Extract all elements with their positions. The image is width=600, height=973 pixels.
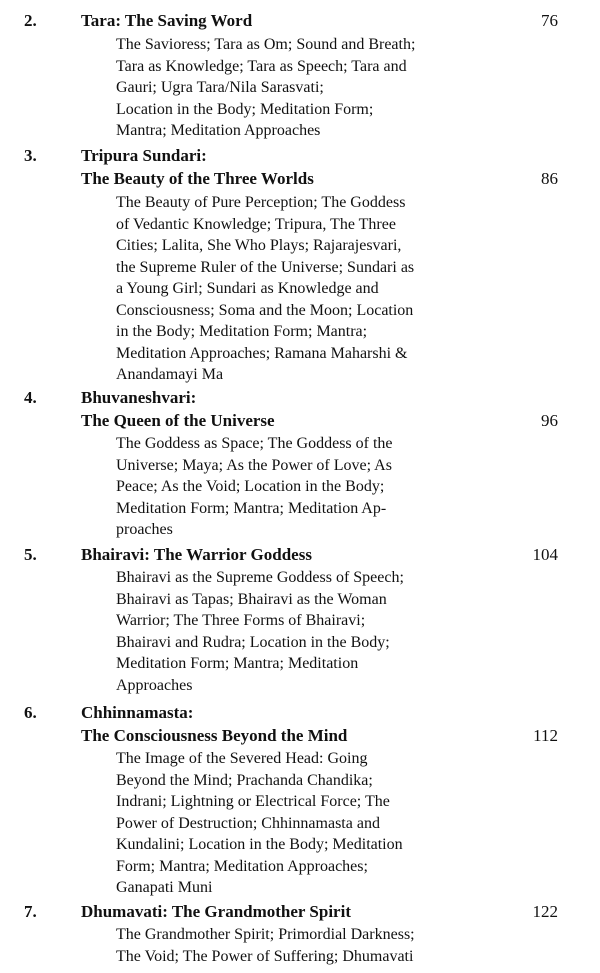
description-line: proaches bbox=[116, 521, 173, 538]
description-line: Warrior; The Three Forms of Bhairavi; bbox=[116, 612, 366, 629]
entry-title bbox=[81, 145, 314, 190]
entry-page-number: 122 bbox=[532, 902, 558, 921]
description-line: Meditation Form; Mantra; Meditation Ap- bbox=[116, 499, 387, 517]
entry-title-line: The Queen of the Universe bbox=[81, 411, 275, 430]
entry-number: 3. bbox=[24, 146, 37, 165]
entry-title-line: Bhairavi: The Warrior Goddess bbox=[81, 545, 312, 564]
entry-title bbox=[81, 10, 252, 32]
description-line: The Goddess as Space; The Goddess of the bbox=[116, 435, 393, 452]
entry-page-number: 112 bbox=[533, 726, 558, 745]
entry-number: 7. bbox=[24, 902, 37, 921]
entry-description bbox=[116, 34, 476, 142]
description-line: The Savioress; Tara as Om; Sound and Breath; bbox=[116, 36, 416, 53]
entry-title-line: The Beauty of the Three Worlds bbox=[81, 169, 314, 188]
description-line: Bhairavi and Rudra; Location in the Body; bbox=[116, 633, 390, 651]
entry-description bbox=[116, 192, 476, 386]
description-line: The Grandmother Spirit; Primordial Darkness; bbox=[116, 926, 415, 943]
entry-title bbox=[81, 901, 351, 923]
entry-number: 2. bbox=[24, 11, 37, 30]
description-line: Form; Mantra; Meditation Approaches; bbox=[116, 857, 368, 875]
entry-page-number: 86 bbox=[541, 169, 558, 188]
description-line: Bhairavi as Tapas; Bhairavi as the Woman bbox=[116, 590, 387, 608]
description-line: Meditation Approaches; Ramana Maharshi & bbox=[116, 344, 408, 362]
description-line: Cities; Lalita, She Who Plays; Rajarajesvari, bbox=[116, 237, 402, 254]
toc-entry bbox=[0, 901, 600, 971]
description-line: Mantra; Meditation Approaches bbox=[116, 122, 321, 139]
description-line: Location in the Body; Meditation Form; bbox=[116, 100, 374, 118]
description-line: the Supreme Ruler of the Universe; Sundari as bbox=[116, 258, 415, 276]
description-line: Universe; Maya; As the Power of Love; As bbox=[116, 456, 392, 474]
description-line: in the Body; Meditation Form; Mantra; bbox=[116, 323, 368, 340]
toc-entry bbox=[0, 544, 600, 699]
description-line: Indrani; Lightning or Electrical Force; The bbox=[116, 793, 390, 810]
description-line: a Young Girl; Sundari as Knowledge and bbox=[116, 280, 379, 297]
entry-description bbox=[116, 567, 476, 696]
toc-entry bbox=[0, 702, 600, 897]
description-line: The Image of the Severed Head: Going bbox=[116, 750, 368, 767]
description-line: Bhairavi as the Supreme Goddess of Speech; bbox=[116, 569, 404, 586]
toc-entry bbox=[0, 387, 600, 537]
entry-number: 4. bbox=[24, 388, 37, 407]
description-line: Ganapati Muni bbox=[116, 879, 213, 896]
description-line: The Void; The Power of Suffering; Dhumavati bbox=[116, 947, 414, 965]
description-line: Gauri; Ugra Tara/Nila Sarasvati; bbox=[116, 79, 324, 96]
description-line: The Beauty of Pure Perception; The Goddess bbox=[116, 194, 406, 211]
description-line: Anandamayi Ma bbox=[116, 366, 224, 383]
entry-title-line: Chhinnamasta: bbox=[81, 703, 194, 722]
entry-title-line: Dhumavati: The Grandmother Spirit bbox=[81, 902, 351, 921]
entry-description bbox=[116, 924, 476, 967]
description-line: Beyond the Mind; Prachanda Chandika; bbox=[116, 771, 373, 789]
description-line: Peace; As the Void; Location in the Body; bbox=[116, 478, 385, 495]
description-line: Approaches bbox=[116, 676, 193, 694]
description-line: Power of Destruction; Chhinnamasta and bbox=[116, 814, 380, 832]
entry-title bbox=[81, 702, 347, 747]
entry-title-line: Bhuvaneshvari: bbox=[81, 388, 197, 407]
entry-title-line: Tripura Sundari: bbox=[81, 146, 207, 165]
description-line: Tara as Knowledge; Tara as Speech; Tara and bbox=[116, 57, 407, 75]
entry-number: 5. bbox=[24, 545, 37, 564]
entry-title-line: Tara: The Saving Word bbox=[81, 11, 253, 30]
entry-page-number: 96 bbox=[541, 411, 558, 430]
description-line: Meditation Form; Mantra; Meditation bbox=[116, 655, 359, 672]
description-line: Consciousness; Soma and the Moon; Location bbox=[116, 301, 414, 319]
entry-title-line: The Consciousness Beyond the Mind bbox=[81, 726, 348, 745]
entry-title bbox=[81, 387, 275, 432]
description-line: Kundalini; Location in the Body; Meditation bbox=[116, 836, 403, 853]
entry-number: 6. bbox=[24, 703, 37, 722]
entry-page-number: 104 bbox=[532, 545, 558, 564]
entry-title bbox=[81, 544, 312, 566]
description-line: of Vedantic Knowledge; Tripura, The Three bbox=[116, 215, 396, 233]
entry-description bbox=[116, 748, 476, 899]
toc-entry bbox=[0, 10, 600, 140]
entry-description bbox=[116, 433, 476, 541]
entry-page-number: 76 bbox=[541, 11, 558, 30]
toc-entry bbox=[0, 145, 600, 385]
